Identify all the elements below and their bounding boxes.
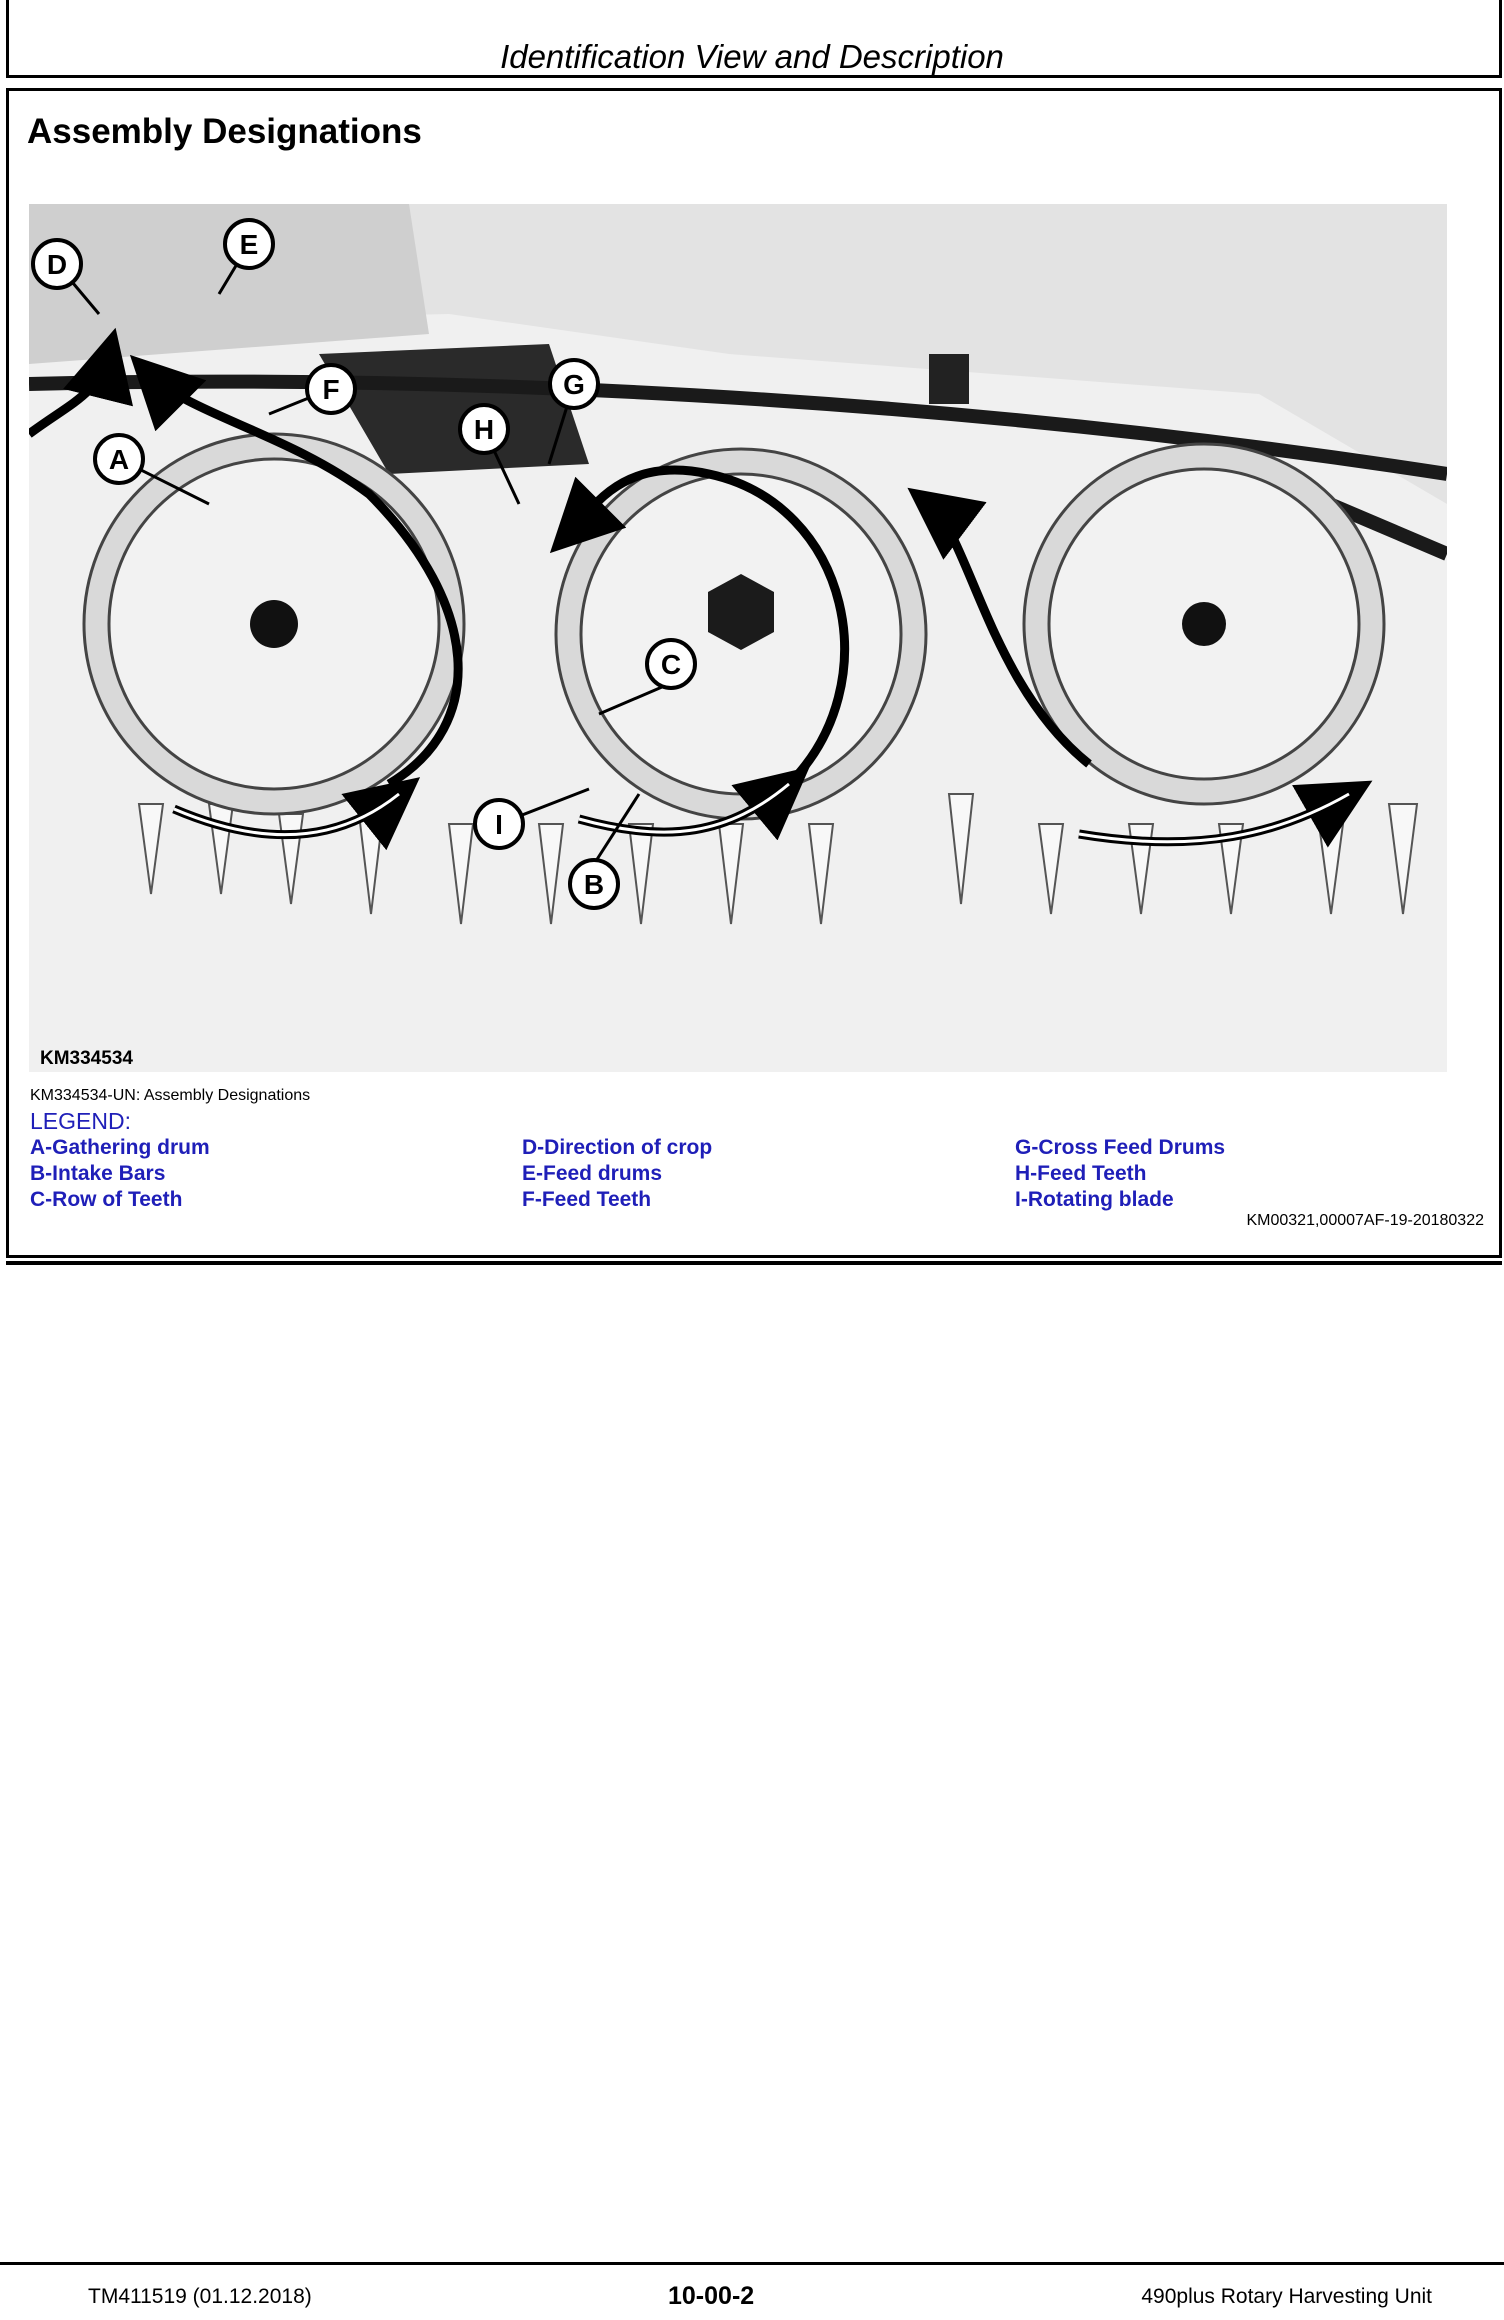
section-title: Identification View and Description: [500, 38, 1004, 75]
legend-item: I-Rotating blade: [1015, 1188, 1174, 1211]
legend-item: E-Feed drums: [522, 1162, 663, 1185]
legend-item: F-Feed Teeth: [522, 1188, 652, 1211]
svg-text:E: E: [239, 229, 259, 260]
footer-rule: [0, 2262, 1504, 2265]
legend-item: G-Cross Feed Drums: [1015, 1136, 1226, 1159]
svg-text:C: C: [660, 649, 682, 680]
legend-item: A-Gathering drum: [30, 1136, 210, 1159]
assembly-illustration: [29, 204, 1447, 1072]
legend-title: LEGEND:: [30, 1108, 131, 1134]
svg-text:A: A: [108, 444, 130, 475]
figure-id: KM334534: [40, 1048, 133, 1069]
svg-text:H: H: [473, 414, 495, 445]
content-bottom-rule: [6, 1261, 1502, 1265]
svg-text:I: I: [495, 809, 503, 840]
legend-column-1: [30, 1135, 210, 1213]
footer-product-name: 490plus Rotary Harvesting Unit: [1141, 2285, 1432, 2308]
legend-item: C-Row of Teeth: [30, 1188, 183, 1211]
footer-page-number: 10-00-2: [668, 2282, 755, 2310]
svg-text:G: G: [563, 369, 585, 400]
figure-caption: KM334534-UN: Assembly Designations: [30, 1087, 311, 1104]
legend-item: H-Feed Teeth: [1015, 1162, 1147, 1185]
legend-column-2: [522, 1135, 712, 1213]
legend-column-3: [1015, 1135, 1225, 1213]
assembly-photo: [29, 204, 1447, 1072]
legend-item: B-Intake Bars: [30, 1162, 166, 1185]
svg-text:F: F: [322, 374, 340, 405]
page-heading: Assembly Designations: [27, 112, 422, 151]
legend-item: D-Direction of crop: [522, 1136, 713, 1159]
document-reference: KM00321,00007AF-19-20180322: [1246, 1212, 1484, 1229]
svg-text:B: B: [583, 869, 605, 900]
footer-manual-id: TM411519 (01.12.2018): [88, 2285, 312, 2308]
svg-text:D: D: [46, 249, 68, 280]
